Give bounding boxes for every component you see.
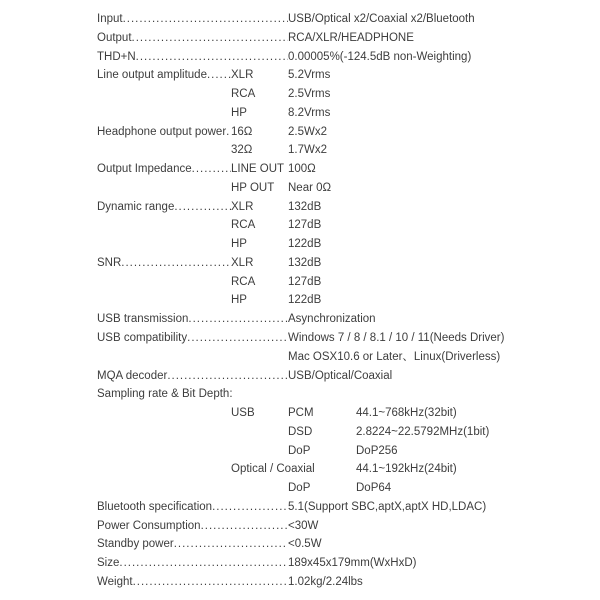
spec-row: [0, 310, 600, 329]
spec-row: [0, 85, 600, 104]
spec-row: [0, 273, 600, 292]
spec-row: [0, 10, 600, 29]
spec-row: [0, 48, 600, 67]
spec-label: SNR: [97, 256, 122, 269]
spec-key: RCA: [231, 275, 256, 288]
spec-row: [0, 573, 600, 592]
spec-row: [0, 348, 600, 367]
spec-label-group: [97, 367, 288, 386]
spec-label: Dynamic range: [97, 200, 175, 213]
spec-row: [0, 291, 600, 310]
spec-key: XLR: [231, 69, 254, 82]
spec-label-group: [97, 498, 288, 517]
dot-leader: [133, 573, 288, 592]
dot-leader: [174, 535, 288, 554]
spec-subvalue: DoP256: [356, 444, 398, 457]
spec-value: <0.5W: [288, 538, 322, 551]
dot-leader: [207, 66, 231, 85]
spec-key: RCA: [231, 88, 256, 101]
spec-row: [0, 460, 600, 479]
spec-row: [0, 554, 600, 573]
spec-key: 32Ω: [231, 144, 253, 157]
dot-leader: [192, 160, 231, 179]
spec-row: [0, 216, 600, 235]
spec-label: Standby power: [97, 538, 174, 551]
spec-row: [0, 535, 600, 554]
spec-label: Size: [97, 557, 120, 570]
spec-value: 8.2Vrms: [288, 106, 331, 119]
spec-label-group: [97, 385, 233, 404]
spec-value: USB/Optical/Coaxial: [288, 369, 393, 382]
spec-value: 127dB: [288, 219, 322, 232]
spec-value: USB/Optical x2/Coaxial x2/Bluetooth: [288, 13, 475, 25]
spec-row: [0, 367, 600, 386]
spec-value: 189x45x179mm(WxHxD): [288, 557, 417, 570]
spec-row: [0, 423, 600, 442]
spec-key: XLR: [231, 200, 254, 213]
dot-leader: [121, 254, 231, 273]
dot-leader: [119, 554, 288, 573]
dot-leader: [132, 29, 288, 48]
spec-value: Near 0Ω: [288, 181, 332, 194]
spec-label: USB compatibility: [97, 332, 188, 345]
spec-subvalue: 2.8224~22.5792MHz(1bit): [356, 425, 490, 438]
spec-value: 132dB: [288, 200, 322, 213]
spec-label: THD+N: [97, 50, 136, 63]
dot-leader: [201, 517, 288, 536]
spec-value: 1.7Wx2: [288, 144, 327, 157]
spec-row: [0, 104, 600, 123]
spec-label: Power Consumption: [97, 519, 201, 532]
spec-value: 132dB: [288, 256, 322, 269]
spec-value: Asynchronization: [288, 313, 376, 326]
dot-leader: [123, 10, 288, 29]
spec-label-group: [97, 554, 288, 573]
spec-value: 2.5Vrms: [288, 88, 331, 101]
spec-label: Headphone output power: [97, 125, 227, 138]
spec-key: HP: [231, 294, 247, 307]
spec-key: XLR: [231, 256, 254, 269]
spec-row: [0, 442, 600, 461]
spec-subvalue: 44.1~768kHz(32bit): [356, 407, 457, 420]
spec-key: HP: [231, 238, 247, 251]
spec-label-group: [97, 123, 231, 142]
spec-value: 5.1(Support SBC,aptX,aptX HD,LDAC): [288, 500, 487, 513]
spec-row: [0, 66, 600, 85]
spec-value: <30W: [288, 519, 319, 532]
spec-row: [0, 404, 600, 423]
spec-label: Bluetooth specification: [97, 500, 213, 513]
spec-value: 0.00005%(-124.5dB non-Weighting): [288, 50, 472, 63]
spec-value: DoP: [288, 482, 311, 495]
spec-label-group: [97, 310, 288, 329]
dot-leader: [188, 310, 288, 329]
spec-row: [0, 179, 600, 198]
spec-label: Line output amplitude: [97, 69, 207, 82]
spec-row: [0, 160, 600, 179]
spec-value: Windows 7 / 8 / 8.1 / 10 / 11(Needs Driver): [288, 332, 505, 345]
dot-leader: [167, 367, 288, 386]
spec-label-group: [97, 254, 231, 273]
dot-leader: [136, 48, 288, 67]
spec-value: 2.5Wx2: [288, 125, 327, 138]
spec-label: MQA decoder: [97, 369, 168, 382]
spec-key: HP OUT: [231, 181, 275, 194]
spec-row: [0, 517, 600, 536]
spec-row: [0, 123, 600, 142]
spec-subvalue: DoP64: [356, 482, 392, 495]
spec-value: PCM: [288, 407, 314, 420]
spec-key: HP: [231, 106, 247, 119]
spec-key: RCA: [231, 219, 256, 232]
spec-label: USB transmission: [97, 313, 189, 326]
spec-key: USB: [231, 407, 255, 420]
spec-label-group: [97, 29, 288, 48]
spec-row: [0, 479, 600, 498]
spec-value: RCA/XLR/HEADPHONE: [288, 31, 414, 44]
spec-label: Sampling rate & Bit Depth:: [97, 388, 233, 401]
dot-leader: [187, 329, 288, 348]
spec-key: LINE OUT: [231, 163, 285, 176]
spec-label: Input: [97, 13, 123, 25]
spec-label-group: [97, 573, 288, 592]
spec-row: [0, 29, 600, 48]
spec-value: 5.2Vrms: [288, 69, 331, 82]
spec-label-group: [97, 48, 288, 67]
spec-key: 16Ω: [231, 125, 253, 138]
spec-label-group: [97, 198, 231, 217]
spec-row: [0, 385, 600, 404]
spec-label: Weight: [97, 575, 133, 588]
spec-label: Output: [97, 31, 132, 44]
spec-row: [0, 498, 600, 517]
spec-label-group: [97, 535, 288, 554]
spec-label-group: [97, 160, 231, 179]
spec-row: [0, 254, 600, 273]
spec-value: DSD: [288, 425, 313, 438]
spec-value: DoP: [288, 444, 311, 457]
dot-leader: [174, 198, 231, 217]
spec-row: [0, 198, 600, 217]
spec-value: 1.02kg/2.24lbs: [288, 575, 363, 588]
spec-value: 100Ω: [288, 163, 316, 176]
spec-subvalue: 44.1~192kHz(24bit): [356, 463, 457, 476]
spec-label-group: [97, 10, 288, 29]
spec-row: [0, 141, 600, 160]
spec-row: [0, 235, 600, 254]
spec-value: 122dB: [288, 238, 322, 251]
dot-leader: [212, 498, 288, 517]
spec-key: Optical / Coaxial: [231, 463, 315, 476]
spec-value: Mac OSX10.6 or Later、Linux(Driverless): [288, 350, 501, 363]
spec-label-group: [97, 329, 288, 348]
spec-list: [0, 10, 600, 592]
spec-value: 127dB: [288, 275, 322, 288]
spec-label: Output Impedance: [97, 163, 192, 176]
spec-label-group: [97, 66, 231, 85]
spec-value: 122dB: [288, 294, 322, 307]
spec-label-group: [97, 517, 288, 536]
spec-row: [0, 329, 600, 348]
